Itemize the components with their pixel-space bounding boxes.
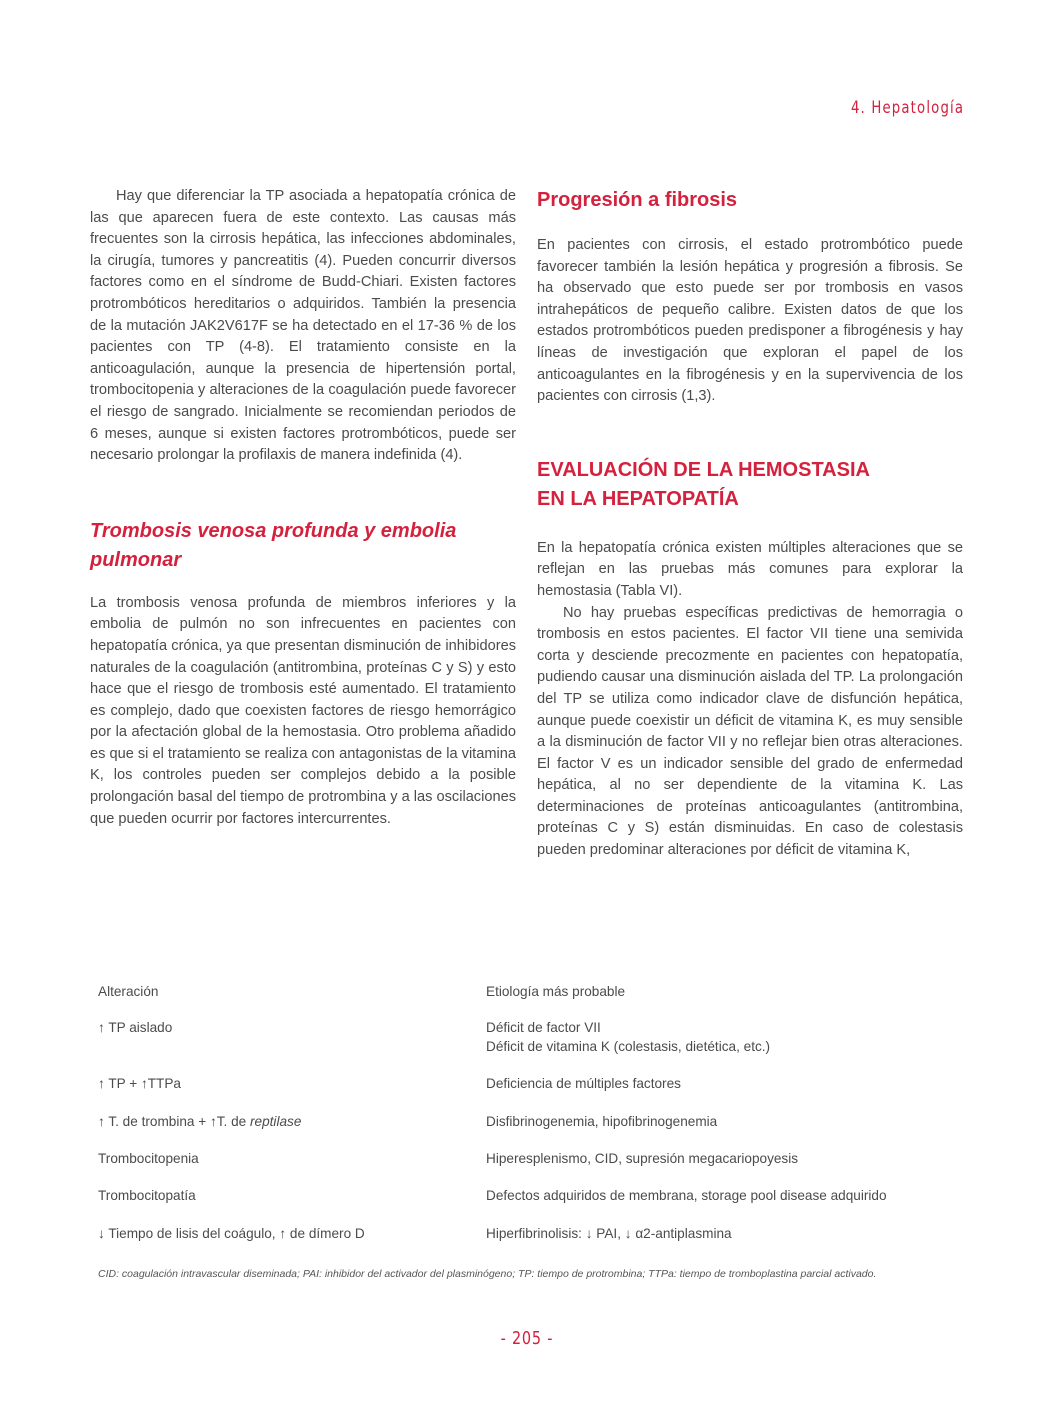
hemostasis-table — [90, 982, 970, 1243]
heading-line: EVALUACIÓN DE LA HEMOSTASIA — [537, 458, 870, 481]
table-cell: Deficiencia de múltiples factores — [486, 1076, 681, 1091]
table-row — [90, 1224, 970, 1243]
left-column — [90, 186, 516, 830]
paragraph: En pacientes con cirrosis, el estado protrombótico puede favorecer también la lesión hepática y progresión a fibrosis. Se ha observado que esto puede ser por trombosis en vasos intrahepáticos de pequeño calibre. Existen datos de que los estados protrombóticos pueden predisponer a fibrogénesis y hay líneas de investigación que exploran el papel de los anticoagulantes en la fibrogénesis y en la supervivencia de los pacientes con cirrosis (1,3). — [537, 237, 963, 405]
table-header-row — [90, 982, 970, 1001]
table-cell: Disfibrinogenemia, hipofibrinogenemia — [486, 1114, 718, 1129]
table-cell: Defectos adquiridos de membrana, storage pool disease adquirido — [486, 1188, 887, 1203]
cell-text: ↑ T. de trombina + ↑T. de — [98, 1114, 250, 1129]
cell-line: Déficit de vitamina K (colestasis, dietética, etc.) — [486, 1039, 771, 1054]
table-footnote: CID: coagulación intravascular diseminada; PAI: inhibidor del activador del plasminógeno; TP: tiempo de protrombina; TTPa: tiempo de tromboplastina parcial activado. — [98, 1268, 877, 1280]
table-cell: ↓ Tiempo de lisis del coágulo, ↑ de dímero D — [98, 1226, 365, 1241]
paragraph: Hay que diferenciar la TP asociada a hepatopatía crónica de las que aparecen fuera de este contexto. Las causas más frecuentes son la cirrosis hepática, las infecciones abdominales, la cirugía, tumores y pancreatitis (4). Pueden concurrir diversos factores como en el síndrome de Budd-Chiari. Existen factores protrombóticos hereditarios o adquiridos. También la presencia de la mutación JAK2V617F se ha detectado en el 17-36 % de los pacientes con TP (4-8). El tratamiento consiste en la anticoagulación, aunque la presencia de hipertensión portal, trombocitopenia y alteraciones de la coagulación puede favorecer el riesgo de sangrado. Inicialmente se recomiendan periodos de 6 meses, aunque si existen factores protrombóticos, puede ser necesario prolongar la profilaxis de manera indefinida (4). — [90, 188, 516, 464]
cell-text-italic: reptilase — [250, 1114, 302, 1129]
paragraph: La trombosis venosa profunda de miembros inferiores y la embolia de pulmón no son infrecuentes en pacientes con hepatopatía crónica, ya que presentan disminución de inhibidores naturales de la coagulación (antitrombina, proteínas C y S) y esto hace que el riesgo de trombosis esté aumentado. El tratamiento es complejo, dado que coexisten factores de riesgo hemorrágico por la afectación global de la hemostasia. Otro problema añadido es que si el tratamiento se realiza con antagonistas de la vitamina K, los controles pueden ser complejos debido a la posible prolongación basal del tiempo de protrombina y a las oscilaciones que pueden ocurrir por factores intercurrentes. — [90, 594, 516, 827]
right-column — [537, 186, 963, 862]
table-cell: Trombocitopenia — [98, 1151, 199, 1166]
page-number-text: - 205 - — [500, 1328, 553, 1349]
table-cell: Trombocitopatía — [98, 1188, 196, 1203]
table-header-cell: Alteración — [98, 984, 159, 999]
chapter-header: 4. Hepatología — [850, 98, 964, 118]
table-cell: ↑ TP + ↑TTPa — [98, 1076, 181, 1091]
section-heading: Trombosis venosa profunda y embolia pulmonar — [90, 519, 457, 571]
table-row — [90, 1112, 970, 1131]
cell-line: Déficit de factor VII — [486, 1020, 601, 1035]
section-heading — [537, 456, 963, 514]
table-row — [90, 1149, 970, 1168]
table-cell: ↑ TP aislado — [98, 1020, 173, 1035]
table-cell: Hiperesplenismo, CID, supresión megacariopoyesis — [486, 1151, 799, 1166]
table-row — [90, 1018, 970, 1056]
table-row — [90, 1074, 970, 1093]
heading-line: EN LA HEPATOPATÍA — [537, 487, 739, 510]
table-cell — [90, 1112, 486, 1131]
paragraph: En la hepatopatía crónica existen múltiples alteraciones que se reflejan en las pruebas más comunes para explorar la hemostasia (Tabla VI). — [537, 539, 963, 599]
table-cell: Hiperfibrinolisis: ↓ PAI, ↓ α2-antiplasmina — [486, 1226, 732, 1241]
section-heading: Progresión a fibrosis — [537, 189, 738, 211]
table-row — [90, 1186, 970, 1205]
paragraph: No hay pruebas específicas predictivas de hemorragia o trombosis en estos pacientes. El factor VII tiene una semivida corta y desciende precozmente en pacientes con hepatopatía, pudiendo causar una disminución aislada del TP. La prolongación del TP se utiliza como indicador clave de disfunción hepática, aunque puede coexistir un déficit de vitamina K, es muy sensible a la disminución de factor VII y no reflejar bien otras alteraciones. El factor V es un indicador sensible del grado de enfermedad hepática, al no ser dependiente de la vitamina K. Las determinaciones de proteínas anticoagulantes (antitrombina, proteínas C y S) están disminuidas. En caso de colestasis pueden predominar alteraciones por déficit de vitamina K, — [537, 604, 963, 859]
page-number — [0, 1328, 1053, 1349]
table-cell — [486, 1018, 970, 1056]
table-header-cell: Etiología más probable — [486, 984, 626, 999]
